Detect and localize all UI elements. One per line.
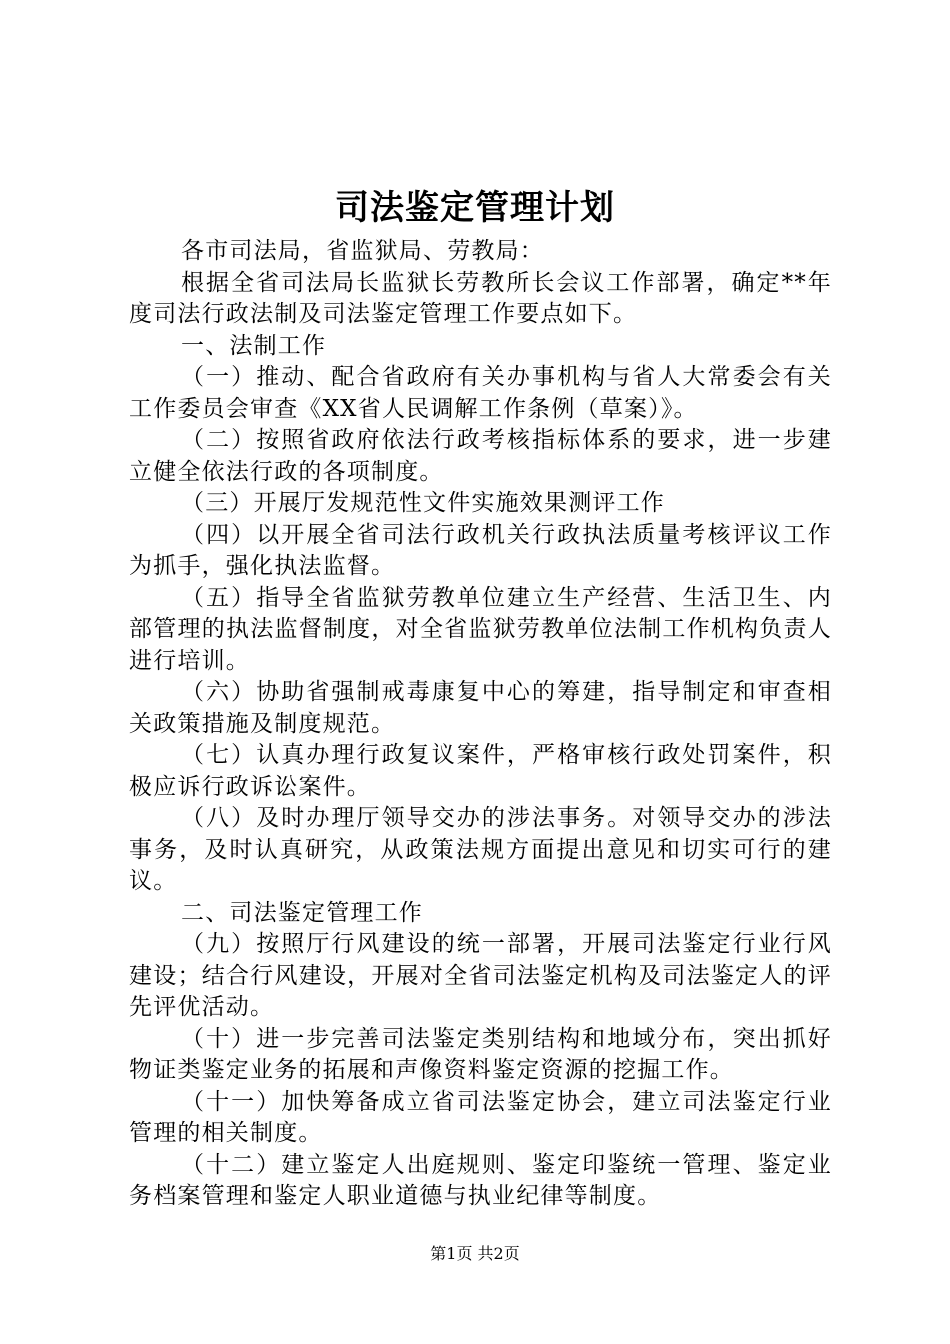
paragraph-item-1: （一）推动、配合省政府有关办事机构与省人大常委会有关工作委员会审查《XX省人民调解工作条例（草案）》。 <box>129 364 832 422</box>
section-heading-forensic: 二、司法鉴定管理工作 <box>181 899 423 926</box>
section-heading-legal: 一、法制工作 <box>181 332 327 359</box>
paragraph-intro: 根据全省司法局长监狱长劳教所长会议工作部署，确定**年度司法行政法制及司法鉴定管理工作要点如下。 <box>129 269 832 327</box>
paragraph-item-9: （九）按照厅行风建设的统一部署，开展司法鉴定行业行风建设；结合行风建设，开展对全省司法鉴定机构及司法鉴定人的评先评优活动。 <box>129 931 832 1020</box>
page-footer: 第1页 共2页 <box>430 1244 520 1263</box>
paragraph-item-7: （七）认真办理行政复议案件，严格审核行政处罚案件，积极应诉行政诉讼案件。 <box>129 742 832 800</box>
paragraph-item-6: （六）协助省强制戒毒康复中心的筹建，指导制定和审查相关政策措施及制度规范。 <box>129 679 832 737</box>
paragraph-item-3: （三）开展厅发规范性文件实施效果测评工作 <box>181 490 665 516</box>
paragraph-item-4: （四）以开展全省司法行政机关行政执法质量考核评议工作为抓手，强化执法监督。 <box>129 521 832 579</box>
document-title: 司法鉴定管理计划 <box>335 188 615 228</box>
paragraph-item-8: （八）及时办理厅领导交办的涉法事务。对领导交办的涉法事务，及时认真研究，从政策法规方面提出意见和切实可行的建议。 <box>129 805 832 894</box>
paragraph-item-2: （二）按照省政府依法行政考核指标体系的要求，进一步建立健全依法行政的各项制度。 <box>129 427 832 485</box>
paragraph-item-5: （五）指导全省监狱劳教单位建立生产经营、生活卫生、内部管理的执法监督制度，对全省监狱劳教单位法制工作机构负责人进行培训。 <box>129 584 832 674</box>
document-body <box>129 236 832 1213</box>
paragraph-item-12: （十二）建立鉴定人出庭规则、鉴定印鉴统一管理、鉴定业务档案管理和鉴定人职业道德与执业纪律等制度。 <box>129 1151 832 1209</box>
paragraph-item-10: （十）进一步完善司法鉴定类别结构和地域分布，突出抓好物证类鉴定业务的拓展和声像资料鉴定资源的挖掘工作。 <box>129 1025 832 1083</box>
salutation: 各市司法局，省监狱局、劳教局： <box>181 238 544 264</box>
paragraph-item-11: （十一）加快筹备成立省司法鉴定协会，建立司法鉴定行业管理的相关制度。 <box>129 1088 832 1146</box>
